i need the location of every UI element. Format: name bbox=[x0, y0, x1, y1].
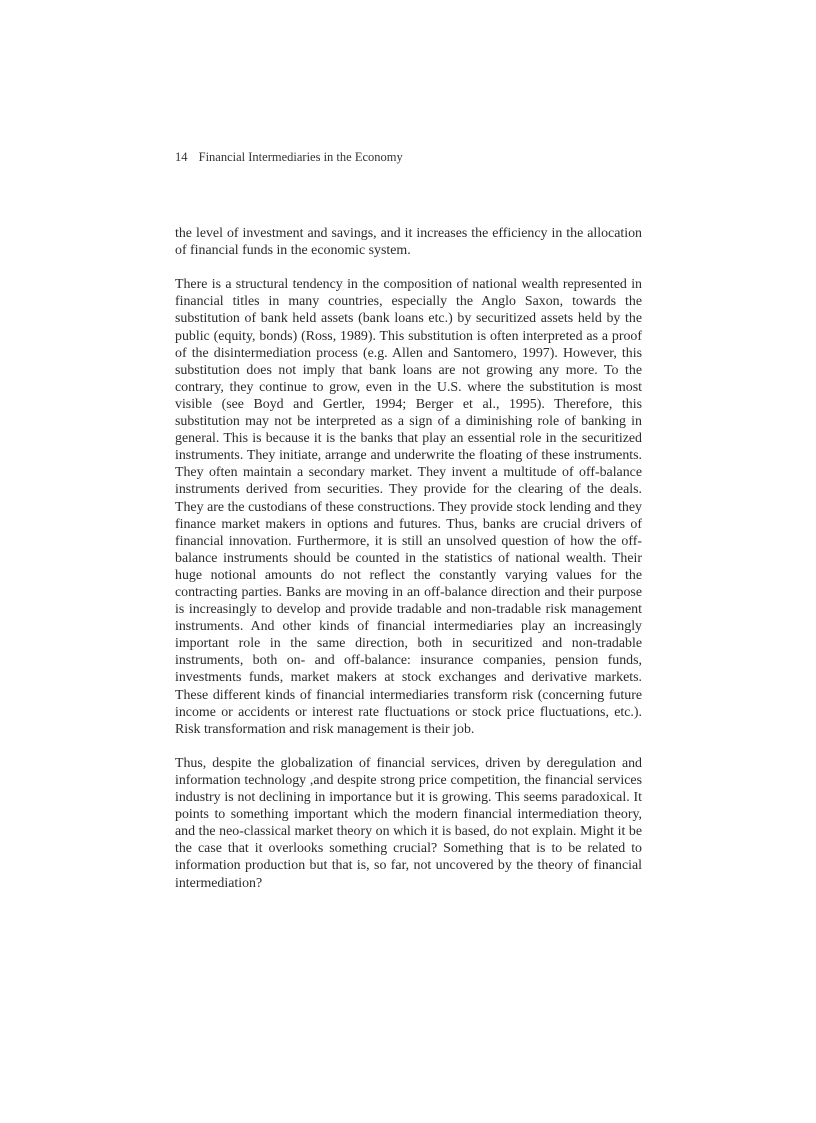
paragraph-continuation: the level of investment and savings, and it increases the efficiency in the allocation of financial funds in the economic system. bbox=[175, 226, 642, 259]
paragraph-structural-tendency: There is a structural tendency in the composition of national wealth represented in financial titles in many countries, especially the Anglo Saxon, towards the substitution of bank held assets (bank loans etc.) by securitized assets held by the public (equity, bonds) (Ross, 1989). This substitution is often interpreted as a proof of the disintermediation process (e.g. Allen and Santomero, 1997). However, this substitution does not imply that bank loans are not growing any more. To the contrary, they continue to grow, even in the U.S. where the substitution is most visible (see Boyd and Gertler, 1994; Berger et al., 1995). Therefore, this substitution may not be interpreted as a sign of a diminishing role of banking in general. This is because it is the banks that play an essential role in the securitized instruments. They initiate, arrange and underwrite the floating of these instruments. They often maintain a secondary market. They invent a multitude of off-balance instruments derived from securities. They provide for the clearing of the deals. They are the custodians of these constructions. They provide stock lending and they finance market makers in options and futures. Thus, banks are crucial drivers of financial innovation. Furthermore, it is still an unsolved question of how the off-balance instruments should be counted in the statistics of national wealth. Their huge notional amounts do not reflect the constantly varying values for the contracting parties. Banks are moving in an off-balance direction and their purpose is increasingly to develop and provide tradable and non-tradable risk management instruments. And other kinds of financial intermediaries play an increasingly important role in the same direction, both in securitized and non-tradable instruments, both on- and off-balance: insurance companies, pension funds, investments funds, market makers at stock exchanges and derivative markets. These different kinds of financial intermediaries transform risk (concerning future income or accidents or interest rate fluctuations or stock price fluctuations, etc.). Risk transformation and risk management is their job. bbox=[175, 277, 642, 737]
body-text bbox=[175, 225, 642, 909]
running-title: Financial Intermediaries in the Economy bbox=[198, 150, 403, 164]
running-header bbox=[175, 149, 403, 165]
paragraph-globalization: Thus, despite the globalization of financial services, driven by deregulation and information technology ,and despite strong price competition, the financial services industry is not declining in importance but it is growing. This seems paradoxical. It points to something important which the modern financial intermediation theory, and the neo-classical market theory on which it is based, do not explain. Might it be the case that it overlooks something crucial? Something that is to be related to information production but that is, so far, not uncovered by the theory of financial intermediation? bbox=[175, 755, 642, 891]
page-number: 14 bbox=[175, 150, 188, 164]
